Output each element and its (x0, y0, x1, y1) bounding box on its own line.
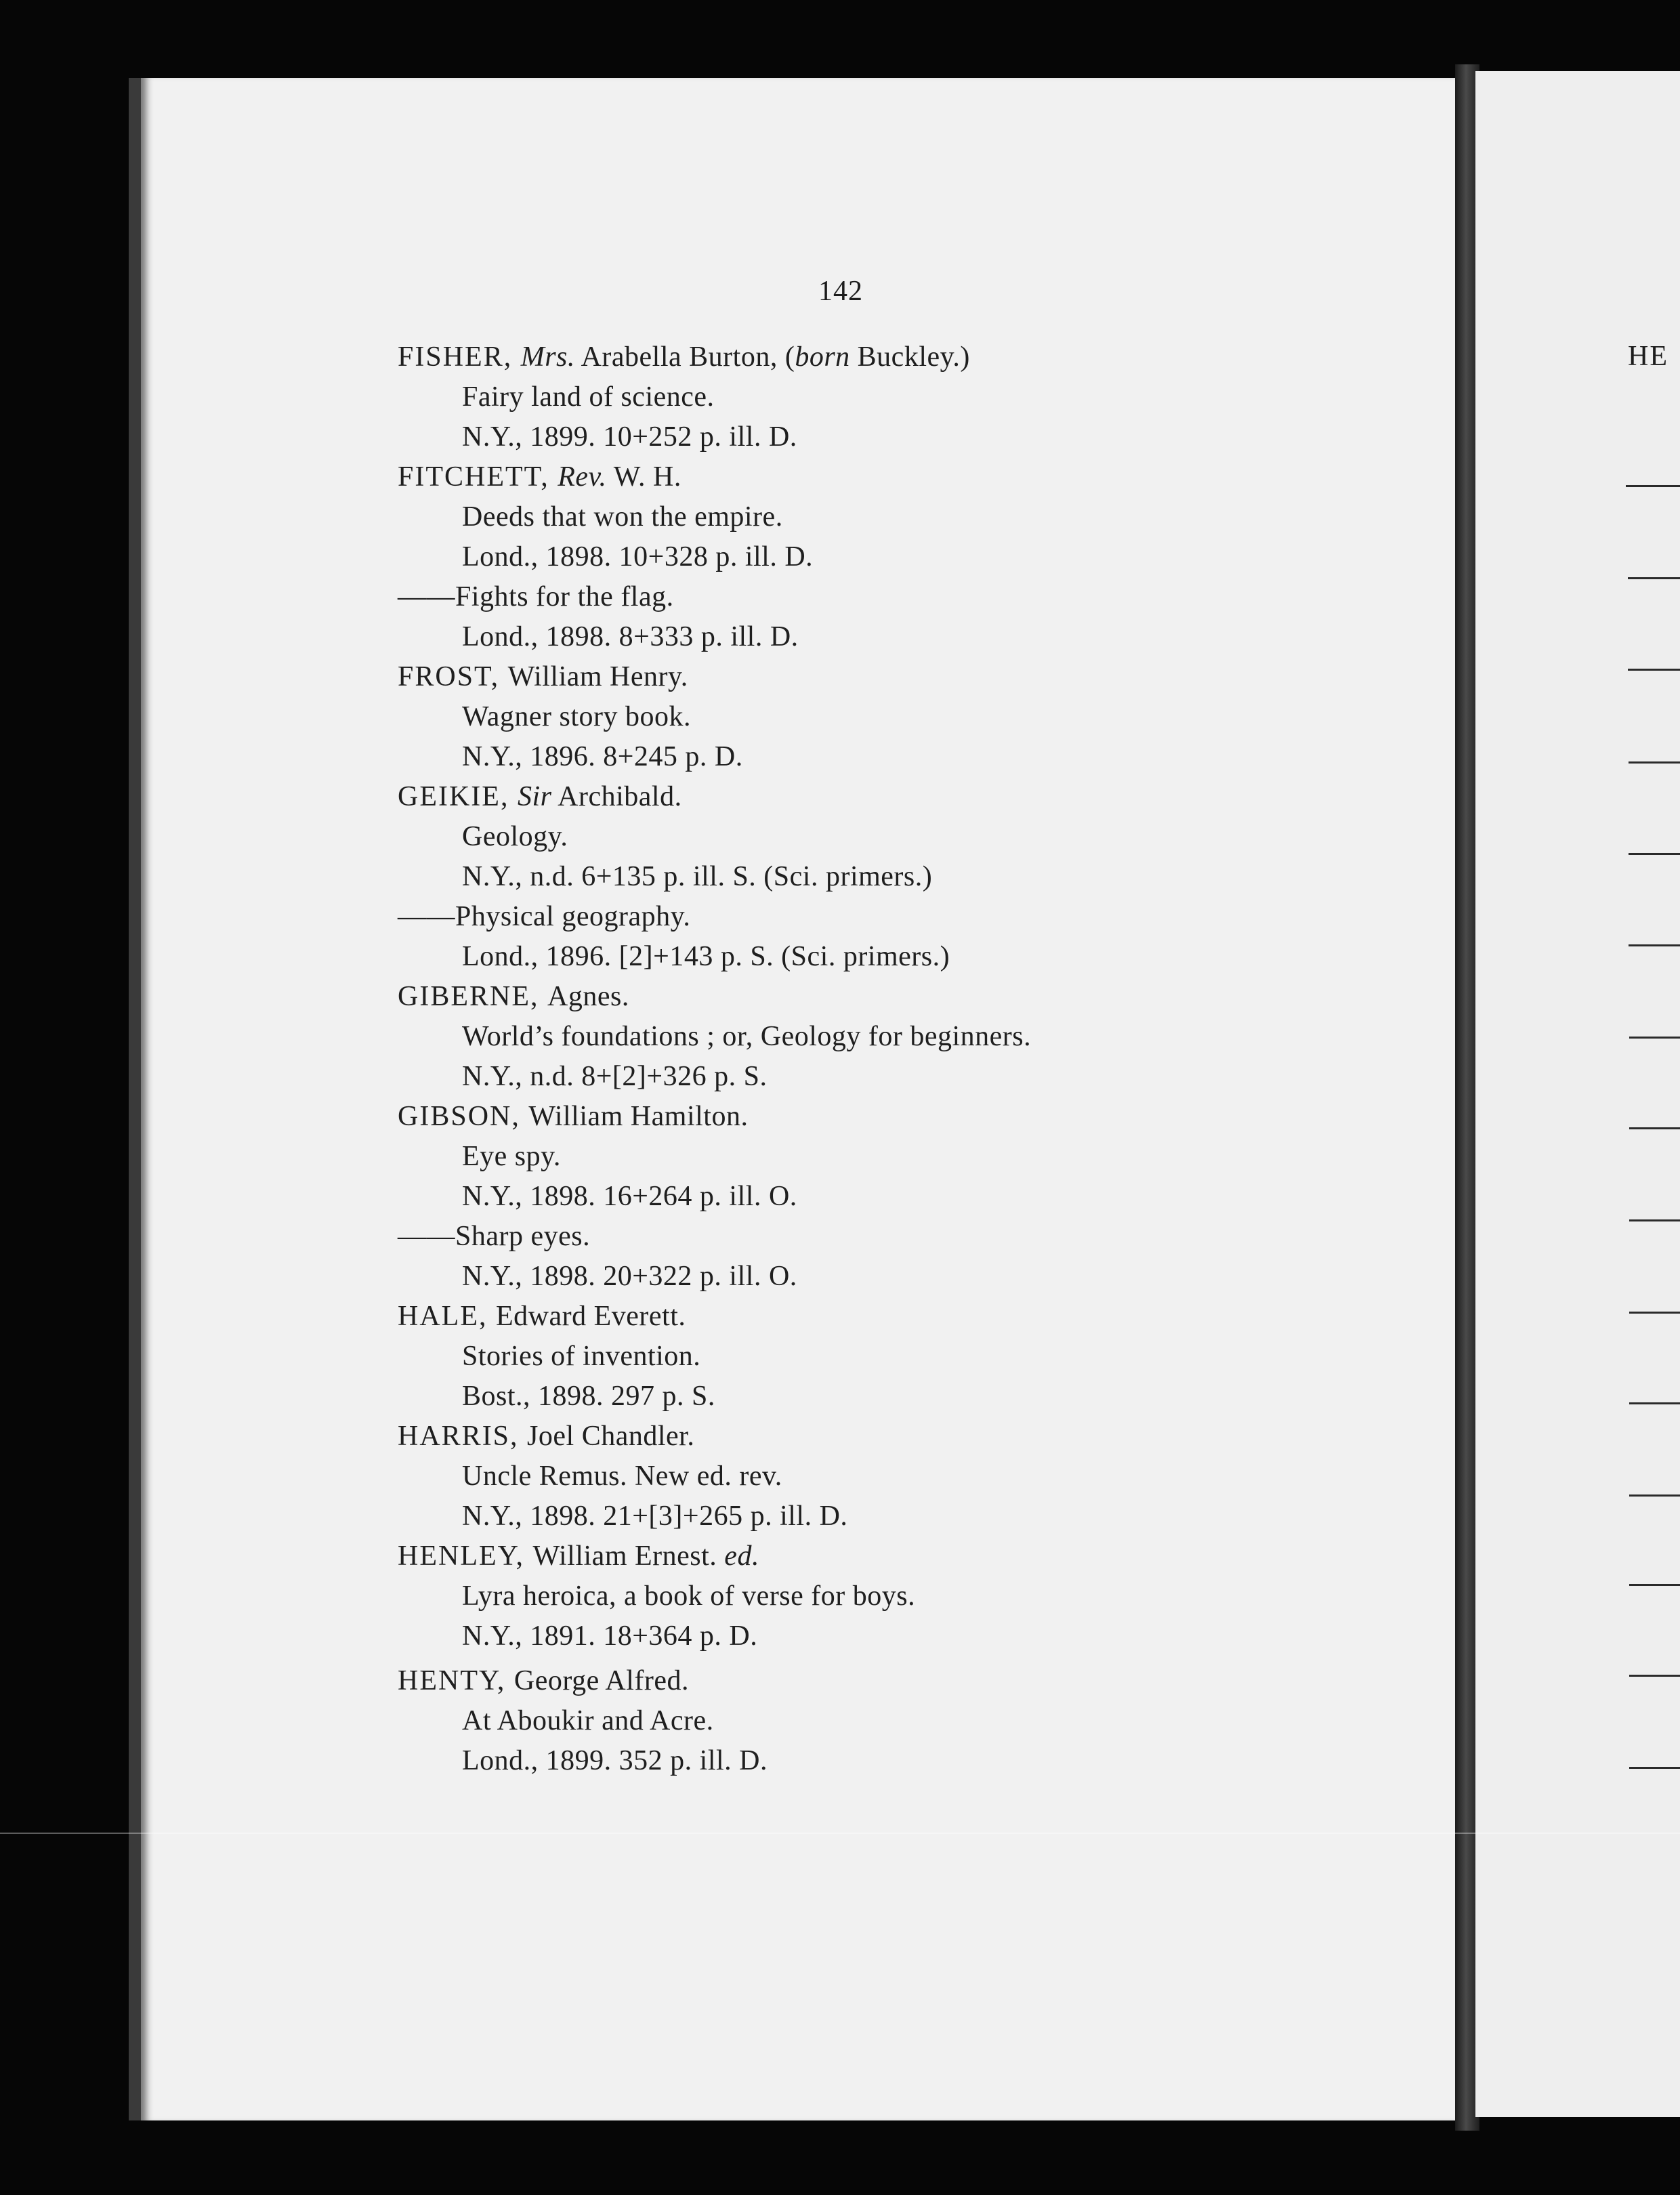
bibliography-entries (398, 337, 1454, 1781)
italic-text: born (795, 341, 850, 373)
entry-text: Edward Everett. (495, 1301, 686, 1332)
entry-detail-line (398, 857, 1454, 897)
entry-detail-line (398, 1177, 1454, 1217)
entry-detail-line (398, 1257, 1454, 1297)
facing-page-rule (1629, 1219, 1680, 1221)
entry-text: N.Y., 1891. 18+364 p. D. (462, 1621, 758, 1652)
author-surname: HARRIS, (398, 1421, 528, 1452)
entry-henty (398, 1661, 1454, 1781)
facing-page-rule (1629, 1494, 1680, 1497)
entry-fitchett (398, 457, 1454, 657)
facing-page-rule (1629, 853, 1680, 855)
entry-continuation-title (398, 1217, 1454, 1257)
facing-page-rule (1628, 577, 1680, 579)
entry-geikie (398, 777, 1454, 977)
entry-text: N.Y., 1898. 20+322 p. ill. O. (462, 1261, 797, 1292)
facing-page-rule (1629, 1767, 1680, 1769)
entry-text: N.Y., n.d. 6+135 p. ill. S. (Sci. primers.) (462, 861, 933, 892)
entry-heading (398, 1661, 1454, 1701)
facing-page-rule (1628, 669, 1680, 671)
entry-detail-line (398, 1377, 1454, 1417)
entry-harris (398, 1417, 1454, 1536)
entry-detail-line (398, 1497, 1454, 1536)
entry-text: Lyra heroica, a book of verse for boys. (462, 1581, 916, 1612)
facing-page-rule (1629, 1312, 1680, 1314)
entry-text: N.Y., 1898. 16+264 p. ill. O. (462, 1181, 797, 1212)
entry-heading (398, 777, 1454, 817)
entry-fisher (398, 337, 1454, 457)
entry-detail-line (398, 377, 1454, 417)
entry-text: Stories of invention. (462, 1341, 701, 1372)
author-surname: GIBERNE, (398, 981, 547, 1012)
entry-detail-line (398, 817, 1454, 857)
facing-page-rule (1629, 1037, 1680, 1039)
entry-detail-line (398, 1057, 1454, 1097)
entry-text: Uncle Remus. New ed. rev. (462, 1461, 782, 1492)
entry-text: Fairy land of science. (462, 381, 715, 413)
entry-text: N.Y., 1899. 10+252 p. ill. D. (462, 421, 797, 453)
facing-page-header-fragment: HE (1628, 341, 1668, 372)
author-surname: HENTY, (398, 1665, 514, 1696)
entry-text: At Aboukir and Acre. (462, 1705, 714, 1736)
facing-page-rule (1629, 944, 1680, 946)
entry-heading (398, 657, 1454, 697)
scan-artifact-line (0, 1833, 1680, 1834)
entry-heading (398, 457, 1454, 497)
entry-heading (398, 337, 1454, 377)
entry-detail-line (398, 1457, 1454, 1497)
entry-henley (398, 1536, 1454, 1656)
entry-continuation-title (398, 897, 1454, 937)
entry-text: Joel Chandler. (527, 1421, 695, 1452)
facing-page-rule (1629, 1584, 1680, 1586)
author-surname: FITCHETT, (398, 461, 558, 493)
author-surname: HENLEY, (398, 1541, 533, 1572)
entry-detail-line (398, 697, 1454, 737)
page-number: 142 (818, 276, 863, 307)
entry-text: Lond., 1899. 352 p. ill. D. (462, 1745, 768, 1776)
facing-page-rule (1629, 761, 1680, 764)
entry-text: Arabella Burton, ( (574, 341, 795, 373)
entry-heading (398, 1297, 1454, 1337)
italic-text: Rev. (558, 461, 607, 493)
entry-text: William Ernest. (532, 1541, 725, 1572)
entry-text: Lond., 1898. 8+333 p. ill. D. (462, 621, 799, 652)
entry-text: Archibald. (551, 781, 682, 812)
entry-text: Eye spy. (462, 1141, 561, 1172)
entry-text: Deeds that won the empire. (462, 501, 783, 532)
entry-heading (398, 1417, 1454, 1457)
entry-detail-line (398, 1616, 1454, 1656)
facing-page-rule (1629, 1402, 1680, 1404)
entry-continuation-title (398, 577, 1454, 617)
entry-text: Geology. (462, 821, 568, 852)
facing-page-rule (1629, 1127, 1680, 1129)
italic-text: Mrs. (520, 341, 575, 373)
entry-detail-line (398, 1741, 1454, 1781)
entry-text: William Hamilton. (528, 1101, 749, 1132)
entry-text: Lond., 1898. 10+328 p. ill. D. (462, 541, 814, 572)
entry-detail-line (398, 1137, 1454, 1177)
entry-text: Buckley.) (849, 341, 970, 373)
entry-text: Lond., 1896. [2]+143 p. S. (Sci. primers.) (462, 941, 950, 972)
entry-detail-line (398, 1017, 1454, 1057)
entry-text: Agnes. (547, 981, 629, 1012)
facing-page-rule (1629, 1675, 1680, 1677)
entry-detail-line (398, 617, 1454, 657)
entry-text: ——Physical geography. (398, 901, 691, 932)
entry-text: ——Sharp eyes. (398, 1221, 591, 1252)
author-surname: GEIKIE, (398, 781, 518, 812)
entry-text: George Alfred. (513, 1665, 690, 1696)
entry-text: N.Y., 1896. 8+245 p. D. (462, 741, 743, 772)
entry-detail-line (398, 417, 1454, 457)
entry-detail-line (398, 1576, 1454, 1616)
entry-detail-line (398, 937, 1454, 977)
italic-text: ed. (724, 1541, 759, 1572)
entry-text: World’s foundations ; or, Geology for beginners. (462, 1021, 1032, 1052)
entry-frost (398, 657, 1454, 777)
author-surname: FROST, (398, 661, 508, 692)
italic-text: Sir (517, 781, 552, 812)
entry-text: N.Y., n.d. 8+[2]+326 p. S. (462, 1061, 768, 1092)
entry-hale (398, 1297, 1454, 1417)
entry-text: N.Y., 1898. 21+[3]+265 p. ill. D. (462, 1501, 848, 1532)
author-surname: GIBSON, (398, 1101, 529, 1132)
entry-detail-line (398, 537, 1454, 577)
right-book-page (1475, 71, 1680, 2117)
facing-page-rule (1626, 485, 1680, 487)
entry-heading (398, 1536, 1454, 1576)
entry-detail-line (398, 1701, 1454, 1741)
author-surname: FISHER, (398, 341, 521, 373)
entry-detail-line (398, 737, 1454, 777)
entry-text: W. H. (606, 461, 681, 493)
entry-heading (398, 977, 1454, 1017)
entry-heading (398, 1097, 1454, 1137)
author-surname: HALE, (398, 1301, 496, 1332)
entry-text: Bost., 1898. 297 p. S. (462, 1381, 715, 1412)
entry-detail-line (398, 1337, 1454, 1377)
entry-detail-line (398, 497, 1454, 537)
entry-text: William Henry. (507, 661, 688, 692)
entry-text: ——Fights for the flag. (398, 581, 674, 612)
entry-gibson (398, 1097, 1454, 1297)
entry-giberne (398, 977, 1454, 1097)
entry-text: Wagner story book. (462, 701, 692, 732)
